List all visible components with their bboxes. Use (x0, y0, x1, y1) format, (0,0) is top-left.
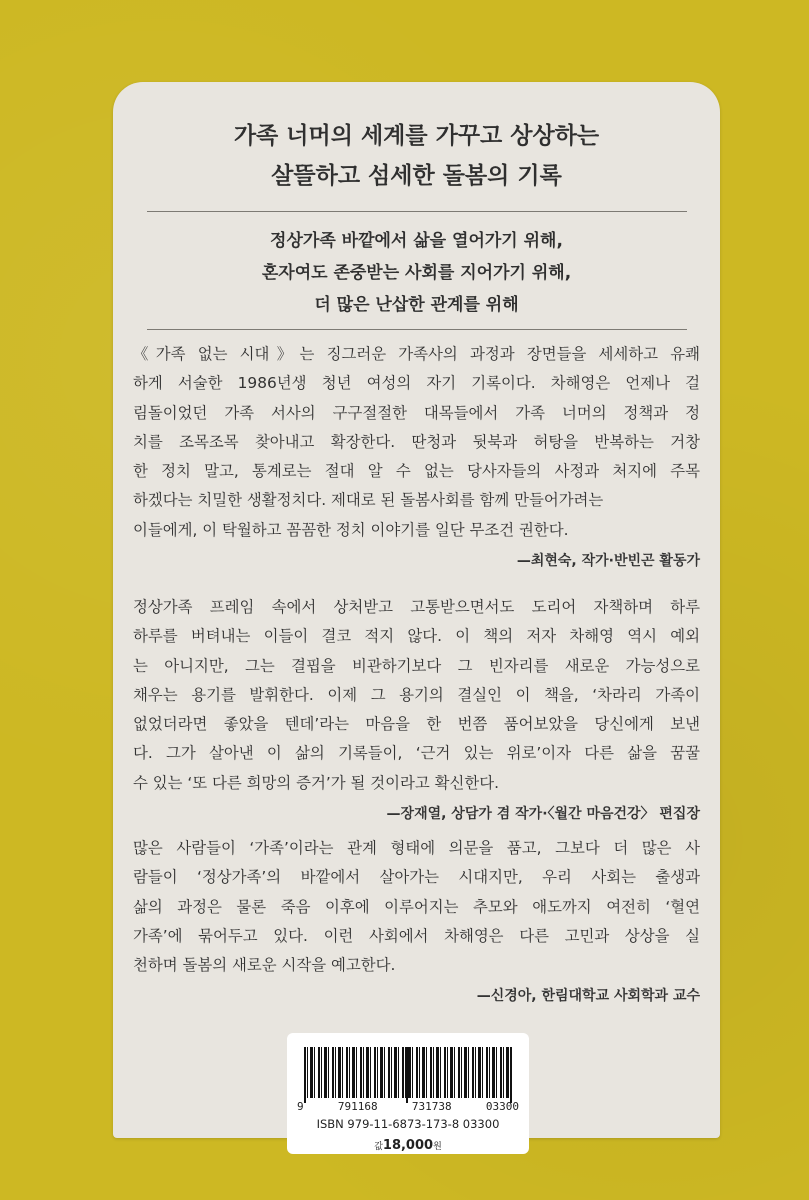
price-unit: 원 (433, 1142, 442, 1152)
subheadline-line-2: 혼자여도 존중받는 사회를 지어가기 위해, (261, 263, 572, 283)
subheadline-line-3: 더 많은 난삽한 관계를 위해 (314, 295, 519, 315)
review-line: 많은 사람들이 ‘가족’이라는 관계 형태에 의문을 품고, 그보다 더 많은 사 (133, 839, 700, 857)
barcode-digit-group: 9 (297, 1100, 304, 1113)
back-cover-card (113, 82, 720, 1138)
review-line: 정상가족 프레임 속에서 상처받고 고통받으면서도 도리어 자책하며 하루 (133, 598, 700, 616)
review-line: 람들이 ‘정상가족’의 바깥에서 살아가는 시대지만, 우리 사회는 출생과 (133, 868, 700, 887)
barcode-digit-group: 731738 (411, 1100, 452, 1113)
barcode-digit-group: 791168 (337, 1100, 378, 1113)
review-line: 림돌이었던 가족 서사의 구구절절한 대목들에서 가족 너머의 정책과 정 (133, 403, 700, 422)
review-line: 하게 서술한 1986년생 청년 여성의 자기 기록이다. 차해영은 언제나 걸 (133, 374, 700, 393)
price-value: 18,000 (382, 1138, 434, 1153)
subheadline-line-1: 정상가족 바깥에서 삶을 열어가기 위해, (270, 231, 563, 251)
headline (113, 116, 720, 196)
review-attribution: —신경아, 한림대학교 사회학과 교수 (476, 988, 700, 1005)
price-label: 값 (374, 1142, 383, 1152)
subheadline (113, 225, 720, 321)
review-line: 이들에게, 이 탁월하고 꼼꼼한 정치 이야기를 일단 무조건 권한다. (133, 520, 569, 539)
review-line: 삶의 과정은 물론 죽음 이후에 이루어지는 추모와 애도까지 여전히 ‘혈연 (133, 897, 700, 916)
review-line: 한 정치 말고, 통계로는 절대 알 수 없는 당사자들의 사정과 처지에 주목 (133, 462, 700, 481)
barcode-label (287, 1033, 529, 1154)
barcode-guard-right (510, 1047, 512, 1103)
price (287, 1134, 529, 1153)
review-line: 치를 조목조목 찾아내고 확장한다. 딴청과 뒷북과 허탕을 반복하는 거창 (133, 432, 700, 451)
review-line: 수 있는 ‘또 다른 희망의 증거’가 될 것이라고 확신한다. (133, 773, 500, 792)
barcode-guard-left (304, 1047, 306, 1103)
barcode-bars (304, 1047, 512, 1098)
review-line: 《가족 없는 시대》는 징그러운 가족사의 과정과 장면들을 세세하고 유쾌 (133, 345, 700, 363)
headline-line-2: 살뜰하고 섬세한 돌봄의 기록 (271, 163, 562, 189)
barcode-guard-center (406, 1047, 408, 1103)
review-1 (133, 340, 700, 573)
barcode-digits (297, 1100, 519, 1113)
review-line: 가족’에 묶어두고 있다. 이런 사회에서 차해영은 다른 고민과 상상을 실 (133, 926, 700, 945)
review-attribution: —장재열, 상담가 겸 작가·〈월간 마음건강〉 편집장 (386, 806, 700, 823)
review-line: 채우는 용기를 발휘한다. 이제 그 용기의 결실인 이 책을, ‘차라리 가족이 (133, 685, 700, 704)
review-2 (133, 593, 700, 826)
review-line: 다. 그가 살아낸 이 삶의 기록들이, ‘근거 있는 위로’이자 다른 삶을 꿈꿀 (133, 744, 700, 763)
divider-bottom (147, 329, 687, 330)
review-3 (133, 834, 700, 1008)
divider-top (147, 211, 687, 212)
review-line: 는 아니지만, 그는 결핍을 비관하기보다 그 빈자리를 새로운 가능성으로 (133, 656, 700, 675)
review-line: 천하며 돌봄의 새로운 시작을 예고한다. (133, 956, 396, 975)
review-line: 하겠다는 치밀한 생활정치다. 제대로 된 돌봄사회를 함께 만들어가려는 (133, 491, 604, 510)
review-line: 하루를 버텨내는 이들이 결코 적지 않다. 이 책의 저자 차해영 역시 예외 (133, 627, 700, 646)
review-line: 없었더라면 좋았을 텐데’라는 마음을 한 번쯤 품어보았을 당신에게 보낸 (133, 715, 700, 734)
isbn-text: ISBN 979-11-6873-173-8 03300 (316, 1117, 500, 1131)
barcode-digit-group: 03300 (485, 1100, 519, 1113)
review-attribution: —최현숙, 작가·반빈곤 활동가 (516, 553, 700, 570)
headline-line-1: 가족 너머의 세계를 가꾸고 상상하는 (233, 123, 600, 149)
